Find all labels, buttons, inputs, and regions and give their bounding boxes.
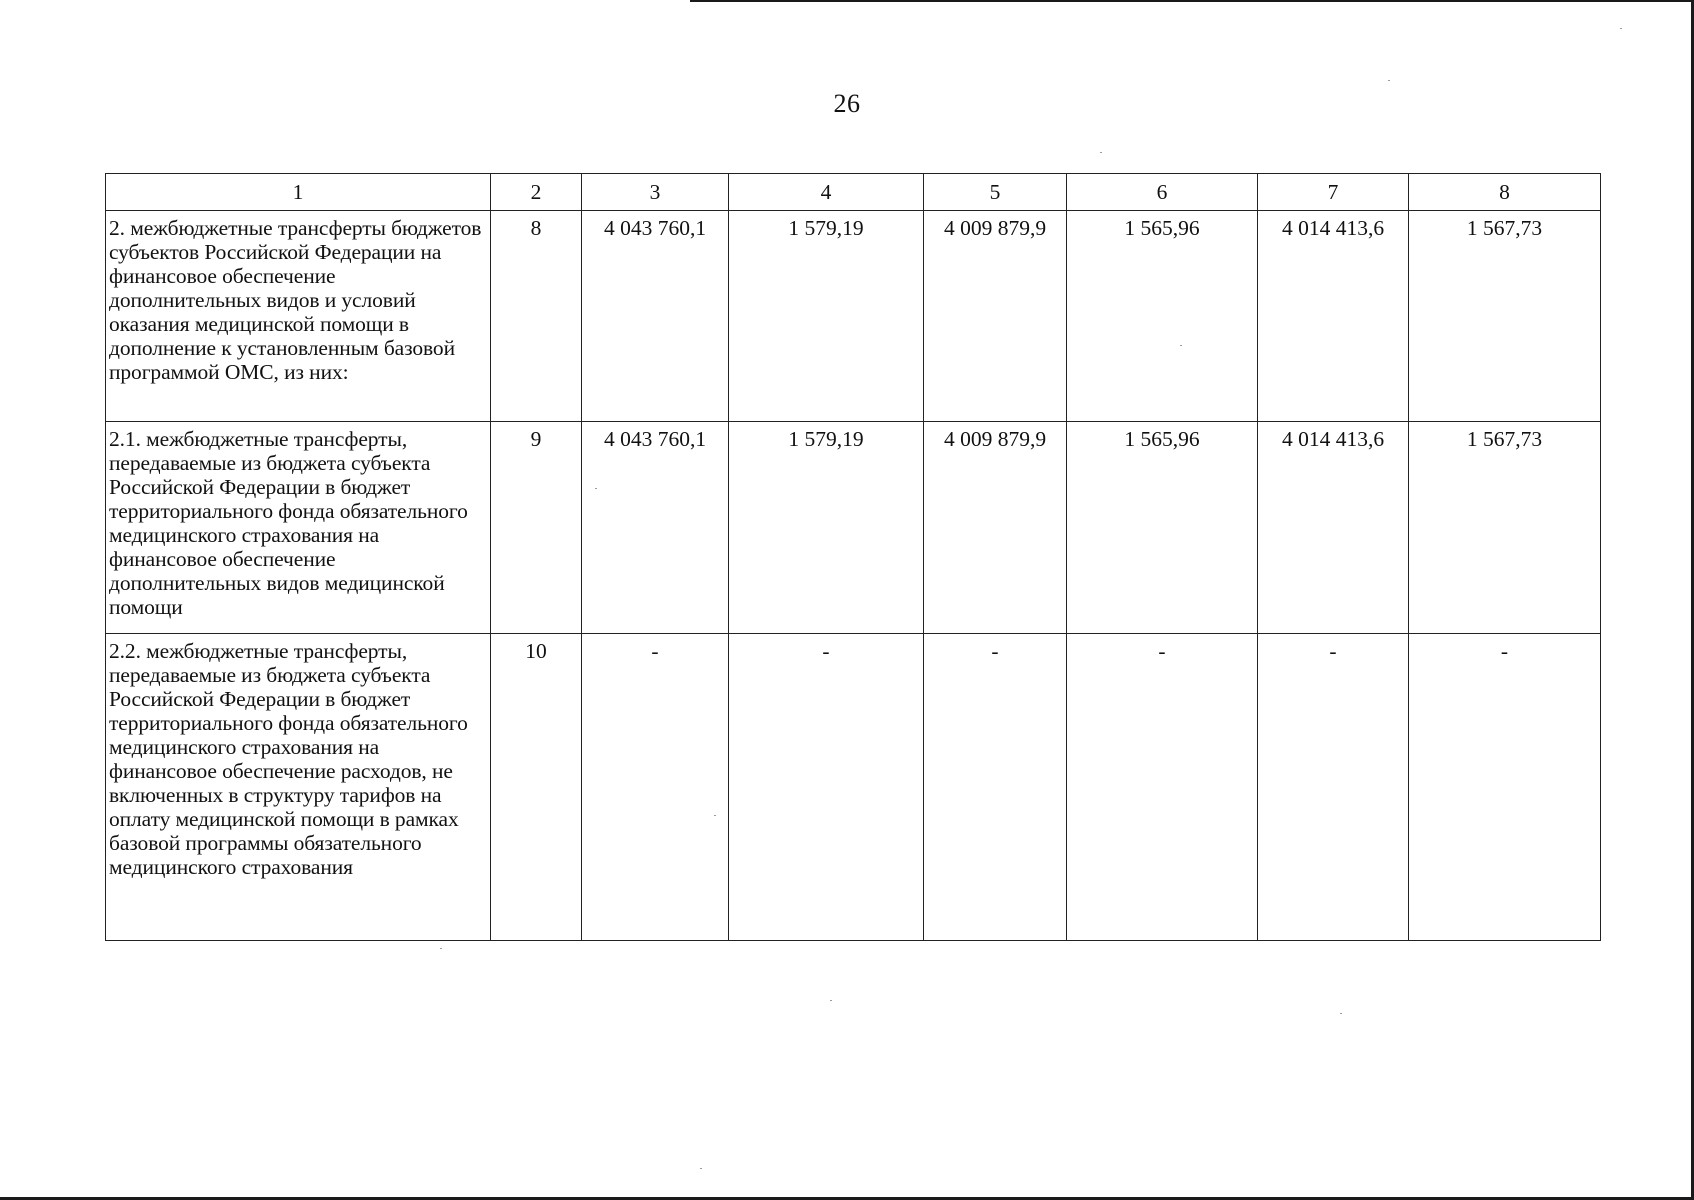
scan-speck	[700, 1168, 702, 1169]
column-header: 5	[924, 174, 1067, 211]
table-cell: 1 567,73	[1409, 422, 1601, 634]
page-number: 26	[833, 89, 861, 118]
scan-speck	[1100, 152, 1102, 153]
column-header: 6	[1067, 174, 1258, 211]
table-cell: 1 565,96	[1067, 211, 1258, 422]
table-cell: 1 579,19	[729, 422, 924, 634]
table-cell: -	[729, 634, 924, 941]
column-header: 2	[491, 174, 582, 211]
table-cell: 4 009 879,9	[924, 422, 1067, 634]
column-header: 3	[582, 174, 729, 211]
scan-speck	[1340, 1013, 1342, 1014]
scan-edge-top	[690, 0, 1694, 2]
row-line-code: 9	[491, 422, 582, 634]
table-cell: 4 014 413,6	[1258, 422, 1409, 634]
table-row	[106, 211, 1601, 422]
table-cell: 1 565,96	[1067, 422, 1258, 634]
table-cell: -	[924, 634, 1067, 941]
table-cell: 1 579,19	[729, 211, 924, 422]
table-cell: 4 014 413,6	[1258, 211, 1409, 422]
table-header-row	[106, 174, 1601, 211]
table-cell: -	[1067, 634, 1258, 941]
table-cell: 1 567,73	[1409, 211, 1601, 422]
column-header: 1	[106, 174, 491, 211]
row-description: 2.1. межбюджетные трансферты, передаваемые из бюджета субъекта Российской Федерации в бюджет территориального фонда обязательного медицинского страхования на финансовое обеспечение дополнительных видов медицинской помощи	[106, 422, 491, 634]
scan-speck	[830, 1000, 832, 1001]
table-cell: -	[582, 634, 729, 941]
table-cell: -	[1409, 634, 1601, 941]
row-line-code: 10	[491, 634, 582, 941]
row-description: 2. межбюджетные трансферты бюджетов субъектов Российской Федерации на финансовое обеспечение дополнительных видов и условий оказания медицинской помощи в дополнение к установленным базовой программой ОМС, из них:	[106, 211, 491, 422]
scan-speck	[1388, 80, 1390, 81]
table-cell: 4 009 879,9	[924, 211, 1067, 422]
scan-speck	[440, 948, 442, 949]
data-table	[105, 173, 1601, 941]
table-row	[106, 634, 1601, 941]
row-line-code: 8	[491, 211, 582, 422]
scan-speck	[1620, 28, 1622, 29]
table-cell: 4 043 760,1	[582, 422, 729, 634]
table-cell: 4 043 760,1	[582, 211, 729, 422]
table-row	[106, 422, 1601, 634]
column-header: 8	[1409, 174, 1601, 211]
column-header: 7	[1258, 174, 1409, 211]
column-header: 4	[729, 174, 924, 211]
table-cell: -	[1258, 634, 1409, 941]
row-description: 2.2. межбюджетные трансферты, передаваемые из бюджета субъекта Российской Федерации в бюджет территориального фонда обязательного медицинского страхования на финансовое обеспечение расходов, не включенных в структуру тарифов на оплату медицинской помощи в рамках базовой программы обязательного медицинского страхования	[106, 634, 491, 941]
